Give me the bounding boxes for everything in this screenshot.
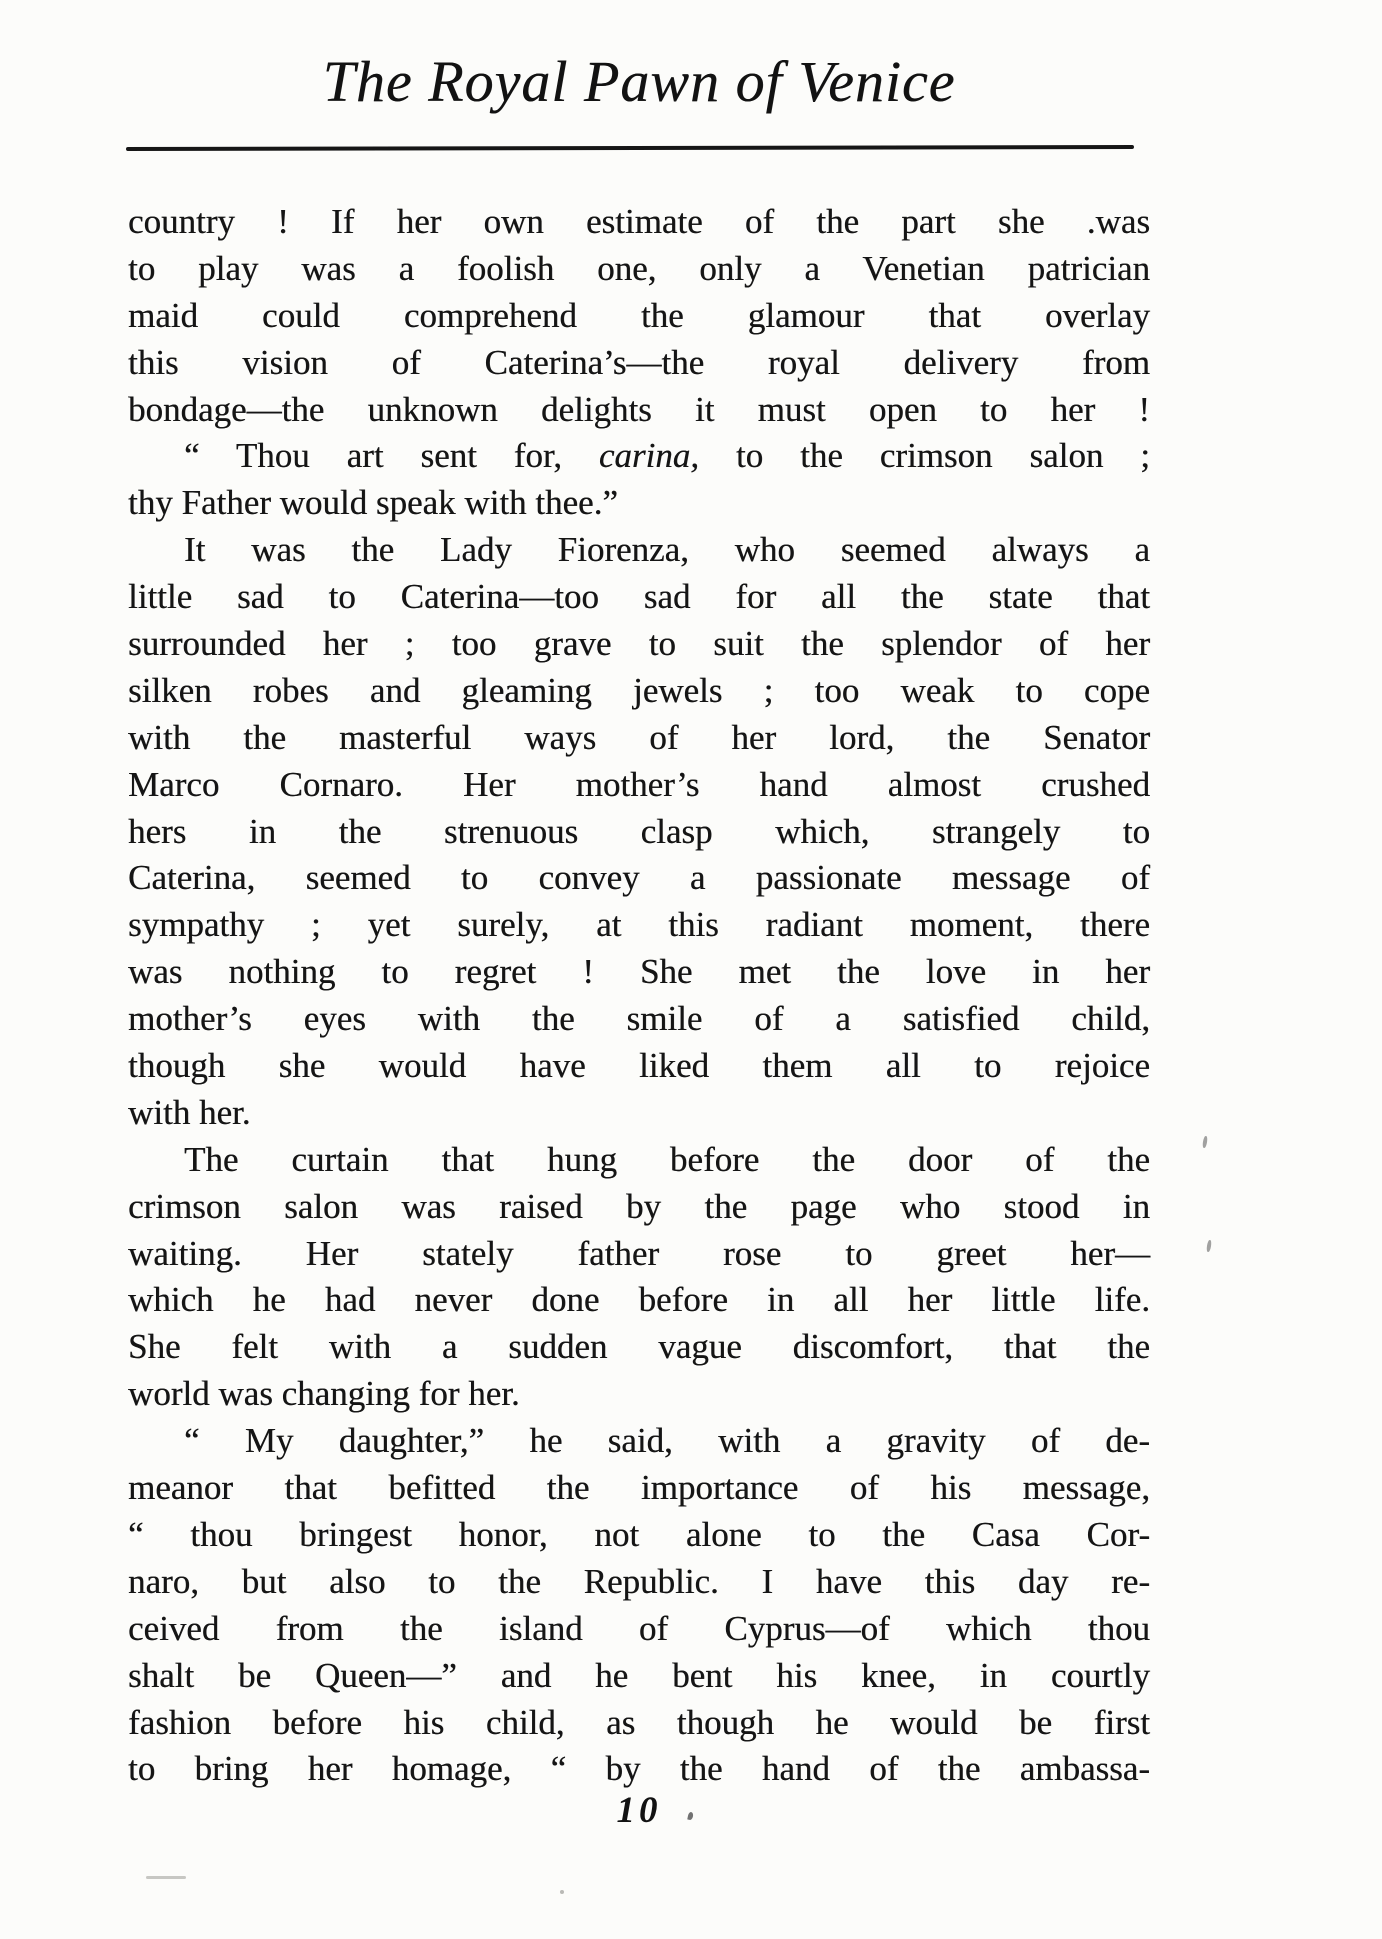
text-segment: “ Thou art sent for, bbox=[184, 436, 599, 476]
text-segment: to play was a foolish one, only a Venetian patrician bbox=[128, 248, 1150, 288]
header-rule bbox=[126, 145, 1134, 151]
scan-artifact-tick-2 bbox=[1206, 1240, 1212, 1252]
text-line bbox=[128, 668, 1150, 715]
text-line bbox=[128, 527, 1150, 574]
text-line bbox=[128, 1700, 1150, 1747]
text-line bbox=[128, 1371, 1150, 1418]
text-line bbox=[128, 199, 1150, 246]
text-segment: ceived from the island of Cyprus—of which thou bbox=[128, 1608, 1150, 1648]
text-line bbox=[128, 1653, 1150, 1700]
text-segment: crimson salon was raised by the page who stood in bbox=[128, 1186, 1150, 1226]
text-segment: It was the Lady Fiorenza, who seemed always a bbox=[184, 530, 1150, 570]
text-segment: “ thou bringest honor, not alone to the Casa Cor- bbox=[128, 1514, 1150, 1554]
book-title: The Royal Pawn of Venice bbox=[322, 49, 956, 114]
text-segment: shalt be Queen—” and he bent his knee, in courtly bbox=[128, 1655, 1150, 1695]
text-segment: Caterina, seemed to convey a passionate message of bbox=[128, 858, 1150, 898]
text-segment: maid could comprehend the glamour that overlay bbox=[128, 295, 1150, 335]
text-segment: to bring her homage, “ by the hand of the ambassa- bbox=[128, 1749, 1150, 1789]
text-segment: fashion before his child, as though he would be first bbox=[128, 1702, 1150, 1742]
text-line bbox=[128, 949, 1150, 996]
text-segment: was nothing to regret ! She met the love in her bbox=[128, 952, 1150, 992]
text-segment: little sad to Caterina—too sad for all the state that bbox=[128, 577, 1150, 617]
text-line bbox=[128, 1090, 1150, 1137]
text-line bbox=[128, 809, 1150, 856]
text-line bbox=[128, 1606, 1150, 1653]
text-segment: meanor that befitted the importance of his message, bbox=[128, 1468, 1150, 1508]
text-segment: silken robes and gleaming jewels ; too weak to cope bbox=[128, 670, 1150, 710]
text-segment: world was changing for her. bbox=[128, 1374, 520, 1414]
text-line bbox=[128, 1418, 1150, 1465]
text-line bbox=[128, 1324, 1150, 1371]
text-segment: Marco Cornaro. Her mother’s hand almost crushed bbox=[128, 764, 1150, 804]
text-segment: hers in the strenuous clasp which, strangely to bbox=[128, 811, 1150, 851]
text-segment: bondage—the unknown delights it must open to her ! bbox=[128, 389, 1150, 429]
text-segment: this vision of Caterina’s—the royal delivery from bbox=[128, 342, 1150, 382]
text-line bbox=[128, 996, 1150, 1043]
text-segment: country ! If her own estimate of the part she .was bbox=[128, 202, 1150, 241]
text-line bbox=[128, 1512, 1150, 1559]
text-line bbox=[128, 902, 1150, 949]
text-segment: to the crimson salon ; bbox=[699, 436, 1150, 476]
text-segment: “ My daughter,” he said, with a gravity of de- bbox=[184, 1421, 1150, 1461]
scan-artifact-tick-1 bbox=[1202, 1136, 1208, 1148]
text-line bbox=[128, 246, 1150, 293]
text-line bbox=[128, 1277, 1150, 1324]
text-line bbox=[128, 387, 1150, 434]
text-segment: surrounded her ; too grave to suit the splendor of her bbox=[128, 624, 1150, 664]
text-line bbox=[128, 715, 1150, 762]
text-segment: naro, but also to the Republic. I have this day re- bbox=[128, 1561, 1150, 1601]
text-line bbox=[128, 1043, 1150, 1090]
text-line bbox=[128, 1231, 1150, 1278]
text-line bbox=[128, 574, 1150, 621]
text-segment: though she would have liked them all to rejoice bbox=[128, 1046, 1150, 1086]
text-line bbox=[128, 480, 1150, 527]
text-line bbox=[128, 433, 1150, 480]
text-line bbox=[128, 340, 1150, 387]
text-segment: with her. bbox=[128, 1092, 251, 1132]
scan-artifact-scratch bbox=[146, 1876, 186, 1879]
text-line bbox=[128, 1746, 1150, 1793]
text-segment: She felt with a sudden vague discomfort, that the bbox=[128, 1327, 1150, 1367]
body-text bbox=[128, 199, 1150, 1793]
text-line bbox=[128, 855, 1150, 902]
page-number: 10 bbox=[616, 1790, 662, 1831]
text-line bbox=[128, 762, 1150, 809]
text-segment: mother’s eyes with the smile of a satisfied child, bbox=[128, 999, 1150, 1039]
text-segment: waiting. Her stately father rose to greet her— bbox=[128, 1233, 1150, 1273]
text-segment: The curtain that hung before the door of the bbox=[184, 1139, 1150, 1179]
text-line bbox=[128, 621, 1150, 668]
italic-text: carina, bbox=[598, 436, 700, 476]
text-line bbox=[128, 1559, 1150, 1606]
text-line bbox=[128, 293, 1150, 340]
text-segment: sympathy ; yet surely, at this radiant moment, there bbox=[128, 905, 1150, 945]
scan-artifact-dot bbox=[560, 1890, 564, 1894]
text-segment: with the masterful ways of her lord, the Senator bbox=[128, 717, 1150, 757]
text-line bbox=[128, 1465, 1150, 1512]
text-line bbox=[128, 1137, 1150, 1184]
text-segment: thy Father would speak with thee.” bbox=[128, 483, 618, 523]
text-line bbox=[128, 1184, 1150, 1231]
text-segment: which he had never done before in all her little life. bbox=[128, 1280, 1150, 1320]
